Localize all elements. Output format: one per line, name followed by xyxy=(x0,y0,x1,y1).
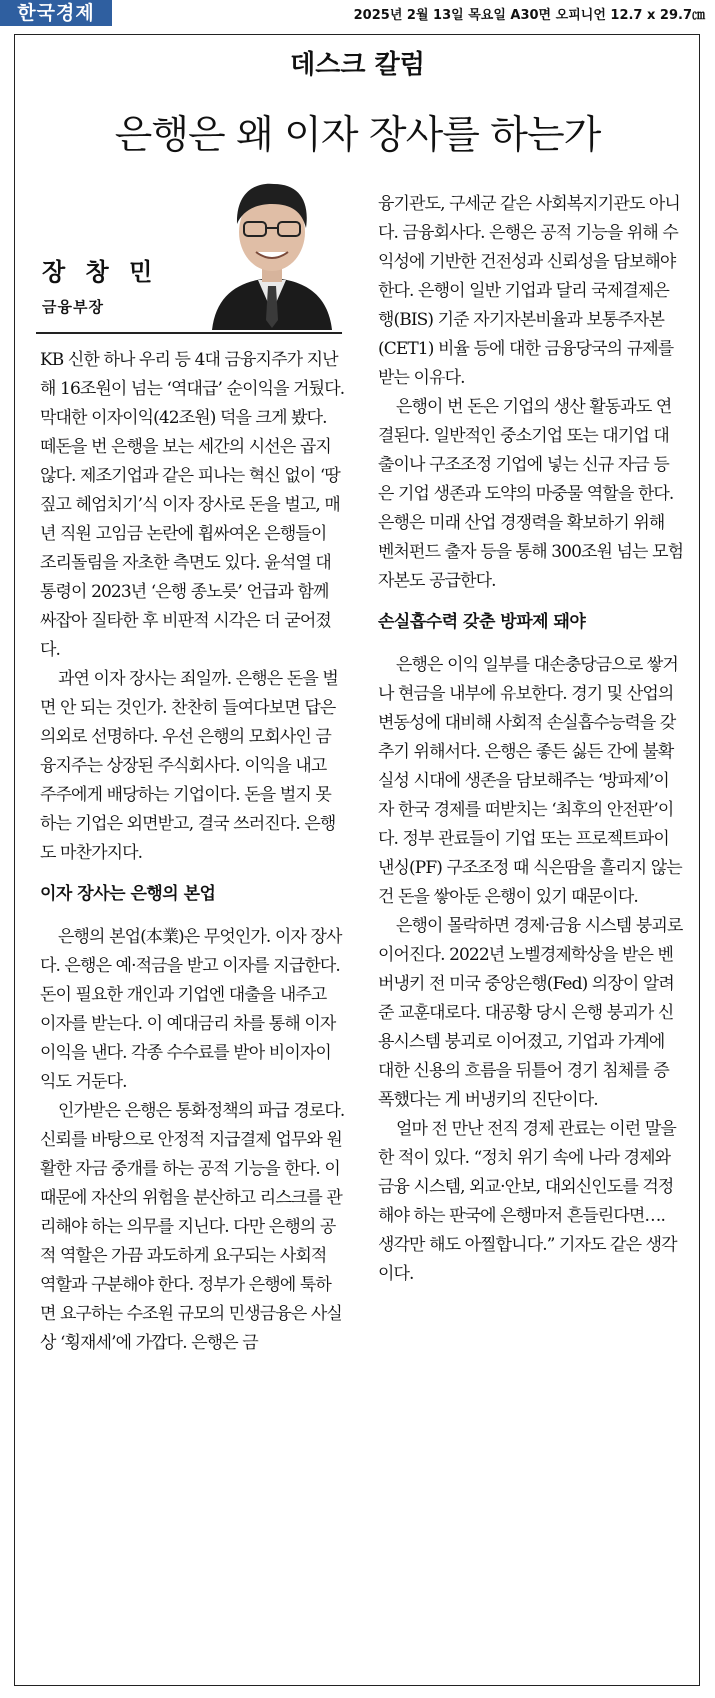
publication-meta: 2025년 2월 13일 목요일 A30면 오피니언 12.7 x 29.7㎝ xyxy=(353,8,705,23)
paragraph: 은행은 이익 일부를 대손충당금으로 쌓거나 현금을 내부에 유보한다. 경기 및 산업의 변동성에 대비해 사회적 손실흡수능력을 갖추기 위해서다. 은행은 좋든 싫든 간에 불확실성 시대에 생존을 담보해주는 ‘방파제’이자 한국 경제를 떠받치는 ‘최후의 안전판’이다. 정부 관료들이 기업 또는 프로젝트파이낸싱(PF) 구조조정 때 식은땀을 흘리지 않는 건 돈을 쌓아둔 은행이 있기 때문이다. xyxy=(378,655,682,907)
section-subhead: 손실흡수력 갖춘 방파제 돼야 xyxy=(378,612,586,632)
article-headline: 은행은 왜 이자 장사를 하는가 xyxy=(114,113,601,158)
byline-block xyxy=(36,168,342,334)
paragraph: 융기관도, 구세군 같은 사회복지기관도 아니다. 금융회사다. 은행은 공적 기능을 위해 수익성에 기반한 건전성과 신뢰성을 담보해야 한다. 은행이 일반 기업과 달리 국제결제은행(BIS) 기준 자기자본비율과 보통주자본(CET1) 비율 등에 대한 금융당국의 규제를 받는 이유다. xyxy=(378,194,680,388)
article-column-left xyxy=(40,346,346,1358)
newspaper-logo: 한국경제 xyxy=(0,0,112,26)
paragraph: 인가받은 은행은 통화정책의 파급 경로다. 신뢰를 바탕으로 안정적 지급결제 업무와 원활한 자금 중개를 하는 공적 기능을 한다. 이 때문에 자산의 위험을 분산하고 리스크를 관리해야 하는 의무를 지닌다. 다만 은행의 공적 역할은 가끔 과도하게 요구되는 사회적 역할과 구분해야 한다. 정부가 은행에 툭하면 요구하는 수조원 규모의 민생금융은 사실상 ‘횡재세’에 가깝다. 은행은 금 xyxy=(40,1101,345,1353)
paragraph: 은행이 번 돈은 기업의 생산 활동과도 연결된다. 일반적인 중소기업 또는 대기업 대출이나 구조조정 기업에 넣는 신규 자금 등은 기업 생존과 도약의 마중물 역할을 한다. 은행은 미래 산업 경쟁력을 확보하기 위해 벤처펀드 출자 등을 통해 300조원 넘는 모험자본도 공급한다. xyxy=(378,397,684,591)
author-photo xyxy=(206,172,338,330)
paragraph: KB 신한 하나 우리 등 4대 금융지주가 지난해 16조원이 넘는 ‘역대급’ 순이익을 거뒀다. 막대한 이자이익(42조원) 덕을 크게 봤다. 떼돈을 번 은행을 보는 세간의 시선은 곱지 않다. 제조기업과 같은 피나는 혁신 없이 ‘땅 짚고 헤엄치기’식 이자 장사로 돈을 벌고, 매년 직원 고임금 논란에 휩싸여온 은행들이 조리돌림을 자초한 측면도 있다. 윤석열 대통령이 2023년 ‘은행 종노릇’ 언급과 함께 싸잡아 질타한 후 비판적 시각은 더 굳어졌다. xyxy=(40,350,345,660)
author-title: 금융부장 xyxy=(42,298,104,316)
author-name: 장 창 민 xyxy=(42,258,159,286)
paragraph: 과연 이자 장사는 죄일까. 은행은 돈을 벌면 안 되는 것인가. 찬찬히 들여다보면 답은 의외로 선명하다. 우선 은행의 모회사인 금융지주는 상장된 주식회사다. 이익을 내고 주주에게 배당하는 기업이다. 돈을 벌지 못하는 기업은 외면받고, 결국 쓰러진다. 은행도 마찬가지다. xyxy=(40,669,338,863)
article-column-right xyxy=(378,190,684,1289)
column-kicker: 데스크 칼럼 xyxy=(290,50,425,80)
paragraph: 은행의 본업(本業)은 무엇인가. 이자 장사다. 은행은 예·적금을 받고 이자를 지급한다. 돈이 필요한 개인과 기업엔 대출을 내주고 이자를 받는다. 이 예대금리 차를 통해 이자이익을 낸다. 각종 수수료를 받아 비이자이익도 거둔다. xyxy=(40,927,342,1092)
paragraph: 얼마 전 만난 전직 경제 관료는 이런 말을 한 적이 있다. “정치 위기 속에 나라 경제와 금융 시스템, 외교·안보, 대외신인도를 걱정해야 하는 판국에 은행마저 흔들린다면…. 생각만 해도 아찔합니다.” 기자도 같은 생각이다. xyxy=(378,1119,677,1284)
top-bar xyxy=(0,0,715,30)
paragraph: 은행이 몰락하면 경제·금융 시스템 붕괴로 이어진다. 2022년 노벨경제학상을 받은 벤 버냉키 전 미국 중앙은행(Fed) 의장이 알려준 교훈대로다. 대공황 당시 은행 붕괴가 신용시스템 붕괴로 이어졌고, 기업과 가계에 대한 신용의 흐름을 뒤틀어 경기 침체를 증폭했다는 게 버냉키의 진단이다. xyxy=(378,916,683,1110)
section-subhead: 이자 장사는 은행의 본업 xyxy=(40,884,216,904)
